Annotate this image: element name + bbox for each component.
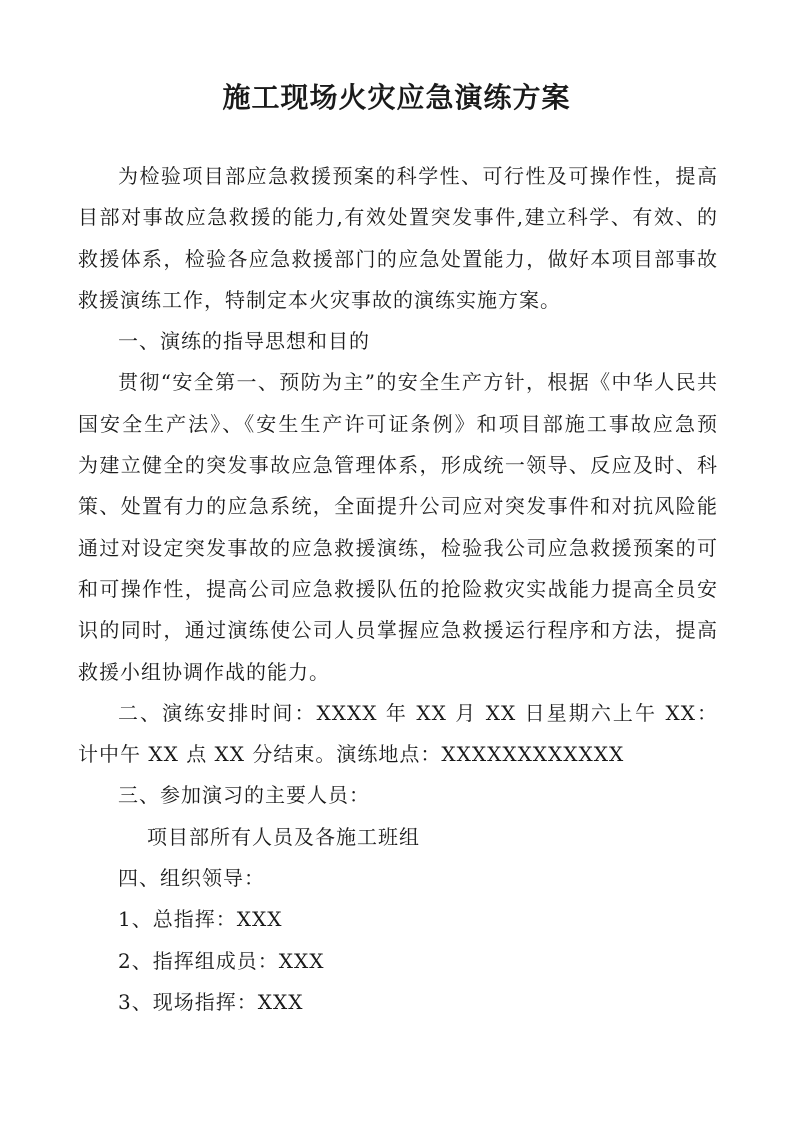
paragraph-line: 目部对事故应急救援的能力,有效处置突发事件,建立科学、有效、的 xyxy=(78,205,718,230)
list-item: 3、现场指挥：XXX xyxy=(118,989,304,1014)
paragraph-line: 策、处置有力的应急系统，全面提升公司应对突发事件和对抗风险能 xyxy=(78,494,718,519)
paragraph-line: 救援体系，检验各应急救援部门的应急处置能力，做好本项目部事故 xyxy=(78,246,718,271)
paragraph-line: 为建立健全的突发事故应急管理体系，形成统一领导、反应及时、科 xyxy=(78,453,718,478)
list-item: 2、指挥组成员：XXX xyxy=(118,948,325,973)
section1-paragraph xyxy=(78,362,718,692)
document-title: 施工现场火灾应急演练方案 xyxy=(222,81,571,114)
section-heading: 三、参加演习的主要人员： xyxy=(118,783,370,808)
paragraph-line: 为检验项目部应急救援预案的科学性、可行性及可操作性，提高 xyxy=(118,164,718,188)
intro-paragraph xyxy=(78,156,718,321)
paragraph-line: 计中午 XX 点 XX 分结束。演练地点：XXXXXXXXXXXX xyxy=(78,742,625,767)
paragraph-line: 贯彻“安全第一、预防为主”的安全生产方针，根据《中华人民共 xyxy=(118,370,718,395)
section-heading: 四、组织领导： xyxy=(118,866,265,891)
paragraph-line: 二、演练安排时间：XXXX 年 XX 月 XX 日星期六上午 XX： xyxy=(118,700,718,725)
paragraph-line: 救援演练工作，特制定本火灾事故的演练实施方案。 xyxy=(78,287,561,312)
section2-paragraph xyxy=(78,693,718,776)
participants-text: 项目部所有人员及各施工班组 xyxy=(147,824,420,849)
paragraph-line: 通过对设定突发事故的应急救援演练，检验我公司应急救援预案的可 xyxy=(78,535,718,560)
paragraph-line: 识的同时，通过演练使公司人员掌握应急救援运行程序和方法，提高 xyxy=(78,618,718,643)
paragraph-line: 和可操作性，提高公司应急救援队伍的抢险救灾实战能力提高全员安 xyxy=(78,576,718,601)
paragraph-line: 国安全生产法》、《安生生产许可证条例》和项目部施工事故应急预 xyxy=(78,411,718,436)
document-body xyxy=(78,156,718,1023)
list-item: 1、总指挥：XXX xyxy=(118,907,283,932)
paragraph-line: 救援小组协调作战的能力。 xyxy=(78,659,330,684)
section-heading: 一、演练的指导思想和目的 xyxy=(118,329,370,354)
